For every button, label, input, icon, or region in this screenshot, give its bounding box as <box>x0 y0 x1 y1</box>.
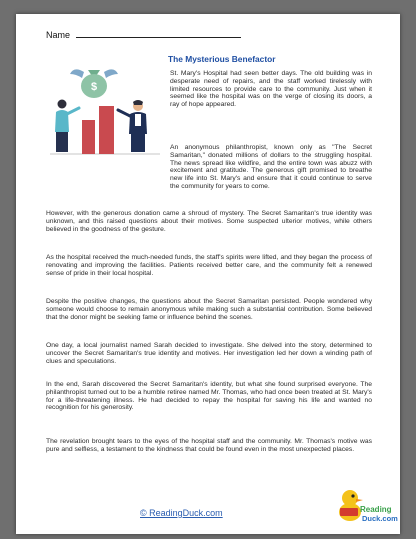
logo-word-2: Duck.com <box>362 514 398 523</box>
paragraph-text: However, with the generous donation came a shroud of mystery. The Secret Samaritan's true identity was unknown, and this raised questions about their motives. Some suspected ulterior motives, while others believed in the goodness of the gesture. <box>46 210 372 233</box>
name-field[interactable] <box>46 29 241 40</box>
worksheet-page <box>16 14 400 534</box>
paragraph-8 <box>46 438 372 454</box>
name-line[interactable] <box>76 29 241 38</box>
bar-small <box>82 120 95 154</box>
paragraph-text: An anonymous philanthropist, known only as "The Secret Samaritan," donated millions of dollars to the struggling hospital. The news spread like wildfire, and the entire town was abuzz with excitement and gratitude. The generous gift promised to breathe new life into St. Mary's and ensure that it could continue to serve the community for years to come. <box>170 144 372 190</box>
paragraph-3 <box>46 210 372 233</box>
paragraph-text: St. Mary's Hospital had seen better days. The old building was in desperate need of repairs, and the staff worked tirelessly with limited resources to provide care to the community. Just when it seemed like the hospital was on the verge of closing its doors, a ray of hope appeared. <box>170 70 372 108</box>
readingduck-link[interactable]: © ReadingDuck.com <box>140 508 223 518</box>
paragraph-6 <box>46 342 372 365</box>
paragraph-text: The revelation brought tears to the eyes of the hospital staff and the community. Mr. Thomas's motive was pure and selfless, a testament to the kindness that could be found even in the most unexpected places. <box>46 438 372 453</box>
paragraph-4 <box>46 254 372 277</box>
paragraph-1 <box>170 70 372 109</box>
money-bag-icon <box>70 69 118 98</box>
readingduck-logo[interactable] <box>334 484 398 528</box>
paragraph-2-intro <box>170 144 372 191</box>
svg-text:$: $ <box>90 81 98 93</box>
paragraph-text: One day, a local journalist named Sarah decided to investigate. She delved into the story, determined to uncover the Secret Samaritan's true identity and motives. Her investigation led her down a winding path of clues and speculations. <box>46 342 372 365</box>
paragraph-text: In the end, Sarah discovered the Secret Samaritan's identity, but what she found surprised everyone. The philanthropist turned out to be a humble retiree named Mr. Thomas, who had once been treated at St. Mary's for a life-threatening illness. He had decided to repay the hospital for saving his life and wanted no recognition for his generosity. <box>46 381 372 412</box>
paragraph-text: Despite the positive changes, the questions about the Secret Samaritan persisted. People wondered why someone would choose to remain anonymous while making such a substantial contribution. Some believed that the donor might be seeking fame or influence behind the scenes. <box>46 298 372 321</box>
bar-large <box>99 106 114 154</box>
logo-word-1: Reading <box>360 505 392 514</box>
man-figure <box>118 100 147 152</box>
name-label: Name <box>46 30 71 40</box>
paragraph-5 <box>46 298 372 321</box>
woman-figure <box>55 100 79 153</box>
donation-illustration <box>46 60 164 160</box>
paragraph-text: As the hospital received the much-needed funds, the staff's spirits were lifted, and they began the process of renovating and improving the facilities. Patients received better care, and the community felt a renewed sense of pride in their local hospital. <box>46 254 372 277</box>
paragraph-7 <box>46 381 372 412</box>
story-title: The Mysterious Benefactor <box>168 54 276 64</box>
